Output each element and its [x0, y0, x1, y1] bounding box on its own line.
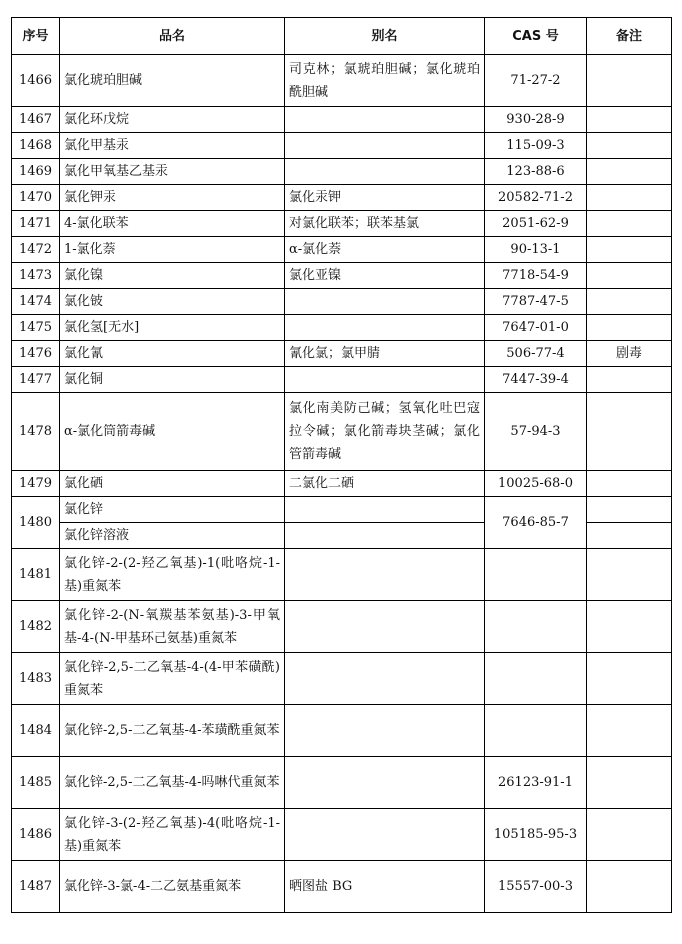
cell-cas: 2051-62-9	[485, 211, 587, 237]
cell-no: 1485	[12, 757, 60, 809]
cell-name: α-氯化筒箭毒碱	[60, 393, 285, 471]
cell-cas	[485, 601, 587, 653]
cell-no: 1467	[12, 107, 60, 133]
cell-cas: 15557-00-3	[485, 861, 587, 913]
cell-alias	[285, 107, 485, 133]
cell-cas: 57-94-3	[485, 393, 587, 471]
table-row	[12, 133, 672, 159]
table-row	[12, 55, 672, 107]
cell-note	[587, 809, 672, 861]
cell-note	[587, 237, 672, 263]
cell-alias: 氯化亚镍	[285, 263, 485, 289]
header-note: 备注	[587, 18, 672, 55]
cell-no: 1471	[12, 211, 60, 237]
cell-alias: 氯化南美防己碱；氢氧化吐巴寇拉令碱；氯化箭毒块茎碱；氯化管箭毒碱	[285, 393, 485, 471]
cell-cas: 26123-91-1	[485, 757, 587, 809]
table-row	[12, 705, 672, 757]
cell-alias	[285, 601, 485, 653]
cell-alias: 对氯化联苯；联苯基氯	[285, 211, 485, 237]
chemical-table	[11, 17, 672, 913]
header-alias: 别名	[285, 18, 485, 55]
cell-no: 1472	[12, 237, 60, 263]
cell-name: 氯化锌-2,5-二乙氧基-4-吗啉代重氮苯	[60, 757, 285, 809]
cell-cas: 7447-39-4	[485, 367, 587, 393]
cell-name: 氯化硒	[60, 471, 285, 497]
cell-name: 氯化铜	[60, 367, 285, 393]
cell-name: 氯化钾汞	[60, 185, 285, 211]
cell-alias	[285, 705, 485, 757]
cell-no: 1481	[12, 549, 60, 601]
table-row	[12, 185, 672, 211]
cell-note	[587, 107, 672, 133]
cell-alias	[285, 315, 485, 341]
cell-name: 氯化氰	[60, 341, 285, 367]
cell-name: 氯化锌-2-(2-羟乙氧基)-1(吡咯烷-1-基)重氮苯	[60, 549, 285, 601]
cell-cas: 123-88-6	[485, 159, 587, 185]
table-row	[12, 159, 672, 185]
cell-name: 氯化锌-2-(N-氧羰基苯氨基)-3-甲氧基-4-(N-甲基环己氨基)重氮苯	[60, 601, 285, 653]
cell-no: 1469	[12, 159, 60, 185]
cell-no: 1479	[12, 471, 60, 497]
table-row	[12, 497, 672, 523]
cell-note	[587, 211, 672, 237]
cell-name: 氯化锌	[60, 497, 285, 523]
cell-alias: 氯化汞钾	[285, 185, 485, 211]
cell-cas: 930-28-9	[485, 107, 587, 133]
cell-cas: 115-09-3	[485, 133, 587, 159]
table-row	[12, 289, 672, 315]
cell-name: 氯化琥珀胆碱	[60, 55, 285, 107]
table-row	[12, 237, 672, 263]
cell-cas: 20582-71-2	[485, 185, 587, 211]
table-row	[12, 341, 672, 367]
header-row	[12, 18, 672, 55]
cell-cas	[485, 705, 587, 757]
cell-cas: 7646-85-7	[485, 497, 587, 549]
cell-no: 1470	[12, 185, 60, 211]
cell-note	[587, 757, 672, 809]
cell-note	[587, 185, 672, 211]
table-row	[12, 263, 672, 289]
cell-name: 氯化环戊烷	[60, 107, 285, 133]
cell-alias: 二氯化二硒	[285, 471, 485, 497]
cell-note	[587, 601, 672, 653]
cell-cas: 7718-54-9	[485, 263, 587, 289]
cell-alias	[285, 653, 485, 705]
cell-alias	[285, 497, 485, 523]
cell-note	[587, 159, 672, 185]
cell-cas	[485, 653, 587, 705]
cell-no: 1468	[12, 133, 60, 159]
cell-name: 氯化镍	[60, 263, 285, 289]
cell-note	[587, 315, 672, 341]
cell-name: 氯化锌溶液	[60, 523, 285, 549]
table-row	[12, 757, 672, 809]
cell-note	[587, 263, 672, 289]
cell-alias: 晒图盐 BG	[285, 861, 485, 913]
table-row	[12, 861, 672, 913]
cell-name: 氯化锌-2,5-二乙氧基-4-(4-甲苯磺酰)重氮苯	[60, 653, 285, 705]
cell-cas: 71-27-2	[485, 55, 587, 107]
table-row	[12, 653, 672, 705]
cell-name: 1-氯化萘	[60, 237, 285, 263]
cell-note	[587, 55, 672, 107]
cell-alias	[285, 159, 485, 185]
header-no: 序号	[12, 18, 60, 55]
cell-note	[587, 861, 672, 913]
cell-no: 1487	[12, 861, 60, 913]
header-name: 品名	[60, 18, 285, 55]
cell-no: 1466	[12, 55, 60, 107]
cell-alias	[285, 289, 485, 315]
table-row	[12, 471, 672, 497]
cell-note	[587, 393, 672, 471]
cell-name: 氯化甲氧基乙基汞	[60, 159, 285, 185]
cell-no: 1484	[12, 705, 60, 757]
table-row	[12, 601, 672, 653]
cell-note	[587, 523, 672, 549]
table-row	[12, 393, 672, 471]
table-row	[12, 549, 672, 601]
cell-no: 1482	[12, 601, 60, 653]
cell-alias	[285, 367, 485, 393]
cell-no: 1477	[12, 367, 60, 393]
cell-no: 1486	[12, 809, 60, 861]
cell-name: 氯化铍	[60, 289, 285, 315]
cell-no: 1475	[12, 315, 60, 341]
cell-cas: 90-13-1	[485, 237, 587, 263]
cell-note	[587, 705, 672, 757]
cell-name: 氯化锌-2,5-二乙氧基-4-苯璜酰重氮苯	[60, 705, 285, 757]
cell-cas: 7647-01-0	[485, 315, 587, 341]
cell-note	[587, 471, 672, 497]
cell-cas: 7787-47-5	[485, 289, 587, 315]
cell-no: 1483	[12, 653, 60, 705]
cell-no: 1473	[12, 263, 60, 289]
cell-name: 氯化氢[无水]	[60, 315, 285, 341]
cell-note	[587, 133, 672, 159]
cell-alias	[285, 809, 485, 861]
cell-alias: α-氯化萘	[285, 237, 485, 263]
cell-no: 1476	[12, 341, 60, 367]
table-row	[12, 211, 672, 237]
cell-cas: 506-77-4	[485, 341, 587, 367]
cell-no: 1474	[12, 289, 60, 315]
cell-note	[587, 497, 672, 523]
cell-note	[587, 289, 672, 315]
cell-cas: 10025-68-0	[485, 471, 587, 497]
cell-alias	[285, 549, 485, 601]
header-cas: CAS 号	[485, 18, 587, 55]
cell-alias: 司克林；氯琥珀胆碱；氯化琥珀酰胆碱	[285, 55, 485, 107]
cell-no: 1478	[12, 393, 60, 471]
cell-alias: 氰化氯；氯甲腈	[285, 341, 485, 367]
cell-name: 氯化锌-3-氯-4-二乙氨基重氮苯	[60, 861, 285, 913]
cell-note: 剧毒	[587, 341, 672, 367]
cell-name: 氯化锌-3-(2-羟乙氧基)-4(吡咯烷-1-基)重氮苯	[60, 809, 285, 861]
table-row	[12, 809, 672, 861]
cell-name: 4-氯化联苯	[60, 211, 285, 237]
table-row	[12, 107, 672, 133]
cell-cas: 105185-95-3	[485, 809, 587, 861]
cell-note	[587, 367, 672, 393]
table-row	[12, 315, 672, 341]
cell-name: 氯化甲基汞	[60, 133, 285, 159]
table-row	[12, 367, 672, 393]
cell-note	[587, 549, 672, 601]
cell-no: 1480	[12, 497, 60, 549]
cell-note	[587, 653, 672, 705]
cell-alias	[285, 133, 485, 159]
cell-alias	[285, 523, 485, 549]
cell-alias	[285, 757, 485, 809]
cell-cas	[485, 549, 587, 601]
